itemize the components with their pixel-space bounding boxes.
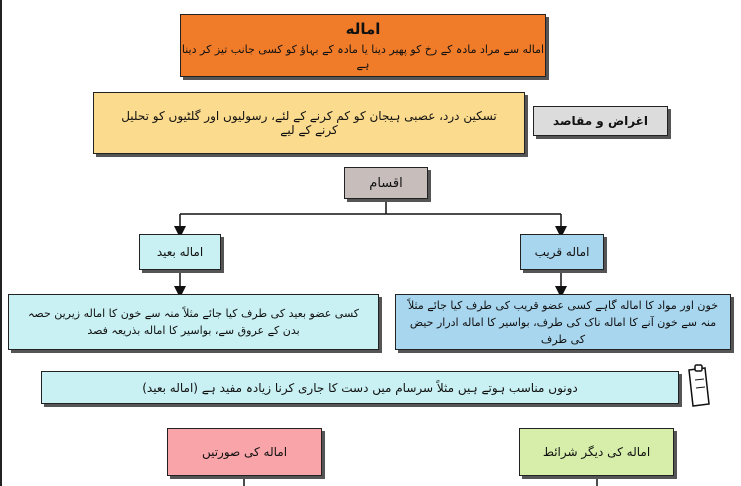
types-box <box>344 167 428 199</box>
title-box <box>180 14 546 77</box>
purpose-text: تسکین درد، عصبی ہیجان کو کم کرنے کے لئے، رسولیوں اور گلٹیوں کو تحلیل کرنے کے لیے <box>121 109 497 137</box>
conditions-label: اماله کی دیگر شرائط <box>542 445 651 459</box>
forms-label: اماله کی صورتیں <box>201 445 288 459</box>
purpose-label: اغراض و مقاصد <box>553 114 648 128</box>
forms-box <box>167 428 322 476</box>
purpose-box <box>93 92 525 154</box>
note-text: دونوں مناسب ہوتے ہیں مثلاً سرسام میں دست کا جاری کرنا زیادہ مفید ہے (اماله بعید) <box>142 380 578 395</box>
purpose-label-box <box>533 106 668 136</box>
far-type-box <box>139 234 221 270</box>
near-description-box <box>395 294 731 350</box>
clipboard-icon <box>686 364 712 408</box>
near-type-label: اماله قریب <box>534 245 590 259</box>
far-type-label: اماله بعید <box>156 245 204 259</box>
near-description: خون اور مواد کا اماله گاہے کسی عضو قریب کی طرف کیا جائے مثلاً منہ سے خون آنے کا اماله ناک کی طرف، بواسیر کا اماله ادرار حیض کی طرف <box>407 298 718 346</box>
title-heading: اماله <box>345 19 381 38</box>
note-box <box>41 371 679 404</box>
near-type-box <box>520 234 604 270</box>
conditions-box <box>519 428 674 476</box>
far-description: کسی عضو بعید کی طرف کیا جائے مثلاً منہ سے خون کا اماله زیرین حصہ بدن کے عروق سے، بواسیر کا اماله بذریعہ فصد <box>27 307 360 337</box>
far-description-box <box>8 294 379 350</box>
title-definition: اماله سے مراد مادہ کے رخ کو پھیر دینا یا مادہ کے بہاؤ کو کسی جانب تیز کر دینا ہے <box>181 42 545 71</box>
types-label: اقسام <box>369 175 403 191</box>
